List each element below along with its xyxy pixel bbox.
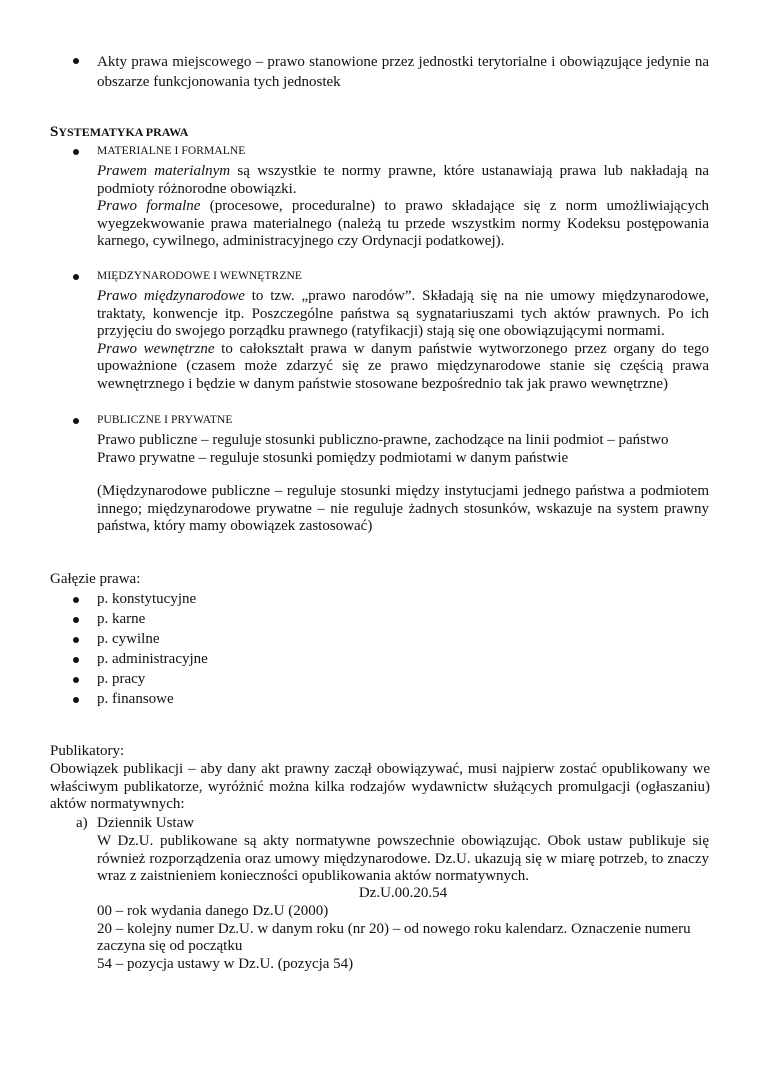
publikatory-intro: Obowiązek publikacji – aby dany akt prawny zaczął obowiązywać, musi najpierw zostać opublikowany we właściwym publikatorze, wyróżnić można kilka rodzajów wydawnictw służących promulgacji (ogłaszaniu) aktów normatywnych:	[50, 761, 710, 813]
paragraph	[97, 341, 709, 394]
paragraph	[97, 288, 709, 341]
list-item	[50, 671, 650, 691]
galezie-title: Gałęzie prawa:	[50, 571, 141, 587]
bullet-icon	[72, 57, 80, 65]
list-item	[50, 611, 650, 631]
list-item	[50, 691, 650, 711]
list-item	[50, 591, 650, 611]
text-line: Prawo publiczne – reguluje stosunki publiczno-prawne, zachodzące na linii podmiot – państwo	[97, 432, 669, 448]
paragraph	[97, 198, 709, 251]
term: Prawem materialnym	[97, 163, 231, 179]
intro-bullet-text: Akty prawa miejscowego – prawo stanowione przez jednostki terytorialne i obowiązujące jedynie na obszarze funkcjonowania tych jednostek	[97, 54, 709, 90]
list-item-text: p. pracy	[97, 671, 146, 687]
bullet-icon	[72, 676, 80, 684]
explanation: 54 – pozycja ustawy w Dz.U. (pozycja 54)	[97, 955, 354, 972]
paragraph-materialne	[97, 163, 709, 251]
bullet-icon	[72, 148, 80, 156]
galezie-list	[50, 591, 650, 711]
definition: to całokształt prawa w danym państwie wytworzonego przez organy do tego upoważnione (czasem może zdarzyć się ze prawo międzynarodowe stanie się częścią prawa wewnętrznego i będzie w danym państwie stosowane bezpośrednio tak jak prawo wewnętrzne)	[97, 340, 709, 392]
bullet-icon	[72, 656, 80, 664]
bullet-icon	[72, 417, 80, 425]
bullet-icon	[72, 616, 80, 624]
explanation: 20 – kolejny numer Dz.U. w danym roku (nr 20) – od nowego roku kalendarz. Oznaczenie numeru zaczyna się od początku	[97, 920, 691, 955]
subheading-miedzynarodowe: MIĘDZYNARODOWE I WEWNĘTRZNE	[97, 270, 302, 282]
section-heading	[50, 124, 188, 142]
definition: (procesowe, proceduralne) to prawo składające się z norm umożliwiających wyegzekwowanie prawa materialnego (należą tu przede wszystkim normy Kodeksu postępowania karnego, cywilnego, administracyjnego czy Ordynacji podatkowej).	[97, 198, 709, 250]
definition: to tzw. „prawo narodów”. Składają się na nie umowy międzynarodowe, traktaty, konwencje itp. Poszczególne państwa są sygnatariuszami tych aktów prawnych. Po ich przyjęciu do swojego porządku prawnego (ratyfikacji) stają się one obowiązującymi normami.	[97, 288, 709, 340]
definition: są wszystkie te normy prawne, które ustanawiają prawa lub nakładają na podmioty różnorodne obowiązki.	[97, 163, 709, 197]
term: Prawo formalne	[97, 198, 201, 215]
list-item-text: p. administracyjne	[97, 651, 208, 667]
heading-rest: YSTEMATYKA PRAWA	[58, 125, 189, 139]
term: Prawo międzynarodowe	[97, 288, 245, 304]
list-item-text: p. cywilne	[97, 631, 160, 647]
item-marker: a)	[76, 815, 88, 831]
list-item-text: p. karne	[97, 611, 146, 627]
item-title: Dziennik Ustaw	[97, 815, 195, 831]
list-item-text: p. konstytucyjne	[97, 591, 197, 607]
explanations	[97, 903, 709, 973]
term: Prawo wewnętrzne	[97, 340, 215, 357]
explanation: 00 – rok wydania danego Dz.U (2000)	[97, 903, 329, 919]
subheading-publiczne: PUBLICZNE I PRYWATNE	[97, 414, 233, 426]
heading-initial: S	[50, 124, 59, 140]
code: Dz.U.00.20.54	[358, 885, 448, 901]
note-paragraph: (Międzynarodowe publiczne – reguluje stosunki między instytucjami jednego państwa a podmiotem innego; międzynarodowe prywatne – nie reguluje żadnych stosunków, wskazuje na system prawny państwa, który mamy obowiązek zastosować)	[97, 483, 709, 535]
item-text: W Dz.U. publikowane są akty normatywne powszechnie obowiązując. Obok ustaw publikuje się również rozporządzenia oraz umowy międzynarodowe. Dz.U. ukazują się w miarę potrzeb, to znaczy wraz z zaistnieniem konieczności opublikowania aktów normatywnych.	[97, 833, 709, 885]
text-line: Prawo prywatne – reguluje stosunki pomiędzy podmiotami w danym państwie	[97, 449, 569, 466]
list-item	[50, 651, 650, 671]
subheading-materialne: MATERIALNE I FORMALNE	[97, 145, 246, 157]
paragraph	[97, 163, 709, 198]
publikatory-title: Publikatory:	[50, 743, 125, 759]
list-item	[50, 631, 650, 651]
paragraph-miedzynarodowe	[97, 288, 709, 394]
bullet-icon	[72, 273, 80, 281]
bullet-icon	[72, 696, 80, 704]
bullet-icon	[72, 596, 80, 604]
paragraph-publiczne	[97, 432, 709, 467]
list-item-text: p. finansowe	[97, 691, 174, 707]
bullet-icon	[72, 636, 80, 644]
